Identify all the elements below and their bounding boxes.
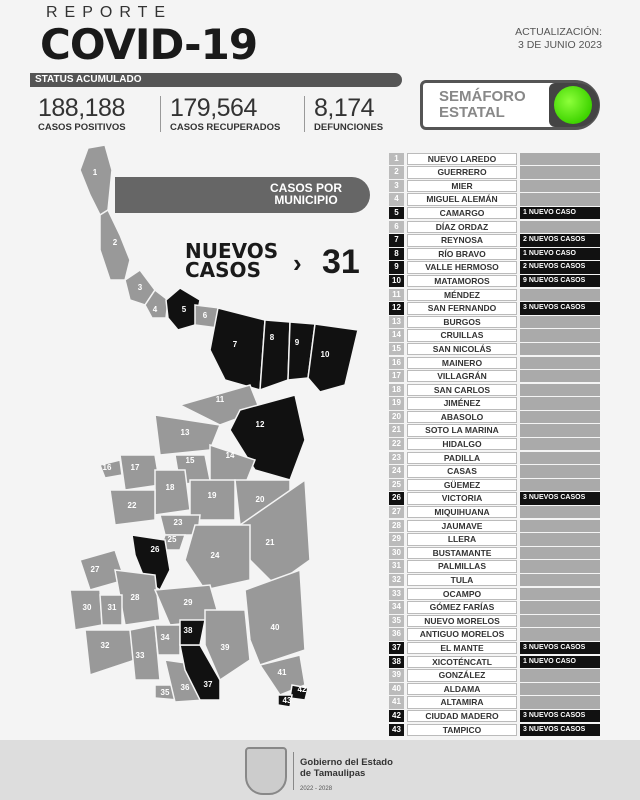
nuevos-casos-label (185, 239, 279, 282)
semaforo-label-2: ESTATAL (439, 104, 505, 121)
municipio-name: LLERA (407, 533, 517, 545)
table-row (389, 465, 601, 479)
table-row (389, 641, 601, 655)
municipio-cases (520, 574, 600, 586)
municipio-number: 41 (389, 696, 404, 708)
municipio-cases: 1 NUEVO CASO (520, 207, 600, 219)
municipio-10 (308, 324, 358, 392)
municipio-cases (520, 696, 600, 708)
update-info (515, 26, 602, 52)
municipio-cases (520, 397, 600, 409)
municipio-number: 23 (389, 452, 404, 464)
table-row (389, 573, 601, 587)
municipio-name: EL MANTE (407, 642, 517, 654)
municipio-number: 32 (389, 574, 404, 586)
table-row (389, 614, 601, 628)
map-label-33: 33 (135, 651, 145, 660)
table-row (389, 655, 601, 669)
municipio-name: CAMARGO (407, 207, 517, 219)
table-row (389, 342, 601, 356)
municipio-number: 14 (389, 329, 404, 341)
municipio-cases (520, 411, 600, 423)
municipio-number: 36 (389, 628, 404, 640)
municipio-name: NUEVO MORELOS (407, 615, 517, 627)
municipio-cases: 3 NUEVOS CASOS (520, 302, 600, 314)
tamaulipas-map (60, 140, 370, 715)
municipio-cases (520, 370, 600, 382)
map-label-31: 31 (107, 603, 117, 612)
municipio-cases (520, 560, 600, 572)
municipio-number: 31 (389, 560, 404, 572)
map-label-18: 18 (165, 483, 175, 492)
footer (0, 740, 640, 800)
municipio-name: TULA (407, 574, 517, 586)
municipio-number: 42 (389, 710, 404, 722)
map-label-36: 36 (180, 683, 190, 692)
municipio-number: 4 (389, 193, 404, 205)
municipio-name: BURGOS (407, 316, 517, 328)
municipio-number: 1 (389, 153, 404, 165)
semaforo-label (439, 89, 526, 121)
municipio-cases: 2 NUEVOS CASOS (520, 234, 600, 246)
municipio-number: 8 (389, 248, 404, 260)
municipio-cases: 2 NUEVOS CASOS (520, 261, 600, 273)
map-label-34: 34 (160, 633, 170, 642)
municipio-number: 10 (389, 275, 404, 287)
municipio-number: 40 (389, 683, 404, 695)
table-row (389, 505, 601, 519)
map-label-17: 17 (130, 463, 140, 472)
municipio-name: CRUILLAS (407, 329, 517, 341)
stat-recuperados (170, 94, 280, 133)
municipio-number: 30 (389, 547, 404, 559)
nuevos-line-2: CASOS (185, 258, 261, 282)
map-label-22: 22 (127, 501, 137, 510)
municipio-cases (520, 506, 600, 518)
municipio-number: 11 (389, 289, 404, 301)
municipio-cases (520, 683, 600, 695)
map-label-37: 37 (203, 680, 213, 689)
table-row (389, 152, 601, 166)
banner-line-1: CASOS POR (269, 181, 342, 195)
municipio-name: BUSTAMANTE (407, 547, 517, 559)
municipio-cases (520, 180, 600, 192)
nuevos-casos-count: 31 (322, 243, 360, 281)
map-label-26: 26 (150, 545, 160, 554)
map-label-15: 15 (185, 456, 195, 465)
map-label-10: 10 (320, 350, 330, 359)
status-title: STATUS ACUMULADO (30, 73, 402, 87)
table-row (389, 519, 601, 533)
table-row (389, 179, 601, 193)
map-label-1: 1 (92, 168, 98, 177)
municipio-1 (80, 145, 112, 215)
stat-value: 8,174 (314, 94, 375, 122)
table-row (389, 696, 601, 710)
page-title: COVID-19 (40, 20, 258, 69)
table-row (389, 410, 601, 424)
municipio-17 (120, 455, 160, 490)
municipio-cases (520, 520, 600, 532)
municipio-name: JIMÉNEZ (407, 397, 517, 409)
municipio-number: 13 (389, 316, 404, 328)
municipio-cases (520, 166, 600, 178)
municipio-name: RÍO BRAVO (407, 248, 517, 260)
table-row (389, 492, 601, 506)
map-label-39: 39 (220, 643, 230, 652)
municipio-number: 6 (389, 221, 404, 233)
map-label-29: 29 (183, 598, 193, 607)
gov-years: 2022 - 2028 (300, 786, 333, 792)
municipio-number: 17 (389, 370, 404, 382)
municipio-name: PALMILLAS (407, 560, 517, 572)
municipio-name: JAUMAVE (407, 520, 517, 532)
gov-line-2: de Tamaulipas (300, 768, 366, 779)
chevron-right-icon: › (293, 248, 302, 278)
municipio-cases (520, 193, 600, 205)
municipio-cases: 3 NUEVOS CASOS (520, 642, 600, 654)
municipio-cases (520, 601, 600, 613)
municipio-name: XICOTÉNCATL (407, 656, 517, 668)
municipio-cases: 1 NUEVO CASO (520, 248, 600, 260)
municipio-number: 27 (389, 506, 404, 518)
municipio-cases (520, 424, 600, 436)
municipio-cases: 3 NUEVOS CASOS (520, 710, 600, 722)
table-row (389, 315, 601, 329)
table-row (389, 302, 601, 316)
map-label-25: 25 (167, 535, 177, 544)
table-row (389, 397, 601, 411)
municipio-cases: 1 NUEVO CASO (520, 656, 600, 668)
municipio-cases: 3 NUEVOS CASOS (520, 724, 600, 736)
table-row (389, 478, 601, 492)
map-label-23: 23 (173, 518, 183, 527)
municipio-8 (260, 320, 290, 390)
traffic-light-icon (549, 83, 599, 127)
municipio-name: REYNOSA (407, 234, 517, 246)
municipio-number: 9 (389, 261, 404, 273)
municipio-name: ALTAMIRA (407, 696, 517, 708)
map-label-43: 43 (282, 696, 292, 705)
stat-label: CASOS RECUPERADOS (170, 122, 281, 133)
map-label-7: 7 (232, 340, 238, 349)
casos-por-municipio-banner (115, 177, 370, 213)
municipio-number: 7 (389, 234, 404, 246)
municipio-cases (520, 669, 600, 681)
update-date: 3 DE JUNIO 2023 (517, 39, 602, 51)
map-label-41: 41 (277, 668, 287, 677)
gov-line-1: Gobierno del Estado (300, 757, 393, 768)
map-label-8: 8 (269, 333, 275, 342)
table-row (389, 682, 601, 696)
municipio-name: SAN CARLOS (407, 384, 517, 396)
map-label-27: 27 (90, 565, 100, 574)
table-row (389, 274, 601, 288)
municipio-cases (520, 628, 600, 640)
municipio-name: GÓMEZ FARÍAS (407, 601, 517, 613)
municipio-name: MAINERO (407, 357, 517, 369)
table-row (389, 166, 601, 180)
municipio-number: 5 (389, 207, 404, 219)
map-label-35: 35 (160, 688, 170, 697)
table-row (389, 261, 601, 275)
municipio-number: 39 (389, 669, 404, 681)
municipio-number: 22 (389, 438, 404, 450)
municipio-number: 12 (389, 302, 404, 314)
map-label-19: 19 (207, 491, 217, 500)
table-row (389, 193, 601, 207)
municipio-name: SOTO LA MARINA (407, 424, 517, 436)
municipio-name: DÍAZ ORDAZ (407, 221, 517, 233)
stat-defunciones (314, 94, 383, 133)
map-label-12: 12 (255, 420, 265, 429)
nuevos-line-1: NUEVOS (185, 239, 279, 263)
table-row (389, 601, 601, 615)
map-label-11: 11 (215, 395, 225, 404)
table-row (389, 220, 601, 234)
municipio-name: ABASOLO (407, 411, 517, 423)
semaforo-panel (420, 80, 600, 130)
table-row (389, 587, 601, 601)
map-label-5: 5 (181, 305, 187, 314)
banner-line-2: MUNICIPIO (274, 193, 338, 207)
municipio-number: 2 (389, 166, 404, 178)
municipio-cases: 9 NUEVOS CASOS (520, 275, 600, 287)
municipio-32 (85, 630, 135, 675)
map-label-28: 28 (130, 593, 140, 602)
map-label-6: 6 (202, 311, 208, 320)
update-label: ACTUALIZACIÓN: (515, 26, 602, 38)
municipio-number: 37 (389, 642, 404, 654)
map-label-13: 13 (180, 428, 190, 437)
semaforo-label-1: SEMÁFORO (439, 88, 526, 105)
municipio-name: SAN FERNANDO (407, 302, 517, 314)
municipio-cases (520, 588, 600, 600)
municipio-name: VILLAGRÁN (407, 370, 517, 382)
municipio-name: MATAMOROS (407, 275, 517, 287)
table-row (389, 669, 601, 683)
table-row (389, 247, 601, 261)
municipio-number: 29 (389, 533, 404, 545)
municipio-cases (520, 547, 600, 559)
municipio-cases (520, 153, 600, 165)
table-row (389, 288, 601, 302)
municipio-name: GÜEMEZ (407, 479, 517, 491)
municipios-table (389, 152, 601, 737)
municipio-cases (520, 343, 600, 355)
municipio-number: 25 (389, 479, 404, 491)
municipio-number: 38 (389, 656, 404, 668)
municipio-number: 21 (389, 424, 404, 436)
gov-name (300, 757, 393, 779)
table-row (389, 424, 601, 438)
municipio-cases (520, 615, 600, 627)
municipio-number: 20 (389, 411, 404, 423)
municipio-name: GONZÁLEZ (407, 669, 517, 681)
municipio-name: VALLE HERMOSO (407, 261, 517, 273)
municipio-number: 19 (389, 397, 404, 409)
municipio-name: MÉNDEZ (407, 289, 517, 301)
municipio-40 (245, 570, 305, 665)
map-label-20: 20 (255, 495, 265, 504)
table-row (389, 546, 601, 560)
map-label-42: 42 (297, 685, 307, 694)
municipio-name: MIQUIHUANA (407, 506, 517, 518)
municipio-7 (210, 308, 265, 390)
map-label-4: 4 (152, 305, 158, 314)
municipio-19 (190, 480, 235, 520)
municipio-number: 35 (389, 615, 404, 627)
table-row (389, 329, 601, 343)
municipio-number: 15 (389, 343, 404, 355)
map-label-21: 21 (265, 538, 275, 547)
municipio-name: NUEVO LAREDO (407, 153, 517, 165)
table-row (389, 356, 601, 370)
table-row (389, 709, 601, 723)
footer-divider (293, 752, 294, 790)
municipio-cases (520, 479, 600, 491)
municipio-cases (520, 316, 600, 328)
municipio-name: CIUDAD MADERO (407, 710, 517, 722)
header-kicker: REPORTE (46, 4, 173, 21)
map-label-14: 14 (225, 451, 235, 460)
map-label-38: 38 (183, 626, 193, 635)
municipio-cases (520, 357, 600, 369)
municipio-name: MIER (407, 180, 517, 192)
municipio-name: ALDAMA (407, 683, 517, 695)
municipio-number: 43 (389, 724, 404, 736)
map-label-16: 16 (102, 463, 112, 472)
table-row (389, 533, 601, 547)
municipio-name: TAMPICO (407, 724, 517, 736)
municipio-cases (520, 289, 600, 301)
municipio-name: MIGUEL ALEMÁN (407, 193, 517, 205)
map-label-30: 30 (82, 603, 92, 612)
stat-label: CASOS POSITIVOS (38, 122, 126, 133)
stat-label: DEFUNCIONES (314, 122, 384, 133)
stat-value: 188,188 (38, 94, 125, 122)
municipio-number: 3 (389, 180, 404, 192)
map-label-2: 2 (112, 238, 118, 247)
table-row (389, 451, 601, 465)
map-label-3: 3 (137, 283, 143, 292)
map-label-24: 24 (210, 551, 220, 560)
table-row (389, 437, 601, 451)
municipio-number: 18 (389, 384, 404, 396)
divider (304, 96, 305, 132)
table-row (389, 628, 601, 642)
divider (160, 96, 161, 132)
municipio-cases (520, 384, 600, 396)
municipio-name: GUERRERO (407, 166, 517, 178)
municipio-cases (520, 465, 600, 477)
municipio-name: HIDALGO (407, 438, 517, 450)
municipio-name: ANTIGUO MORELOS (407, 628, 517, 640)
municipio-number: 28 (389, 520, 404, 532)
table-row (389, 234, 601, 248)
stat-value: 179,564 (170, 94, 257, 122)
municipio-cases (520, 221, 600, 233)
map-label-32: 32 (100, 641, 110, 650)
municipio-number: 26 (389, 492, 404, 504)
municipio-cases (520, 329, 600, 341)
municipio-cases: 3 NUEVOS CASOS (520, 492, 600, 504)
municipio-name: VICTORIA (407, 492, 517, 504)
state-seal-icon (245, 747, 287, 795)
municipio-number: 24 (389, 465, 404, 477)
banner-text (270, 182, 342, 206)
table-row (389, 206, 601, 220)
map-label-40: 40 (270, 623, 280, 632)
table-row (389, 723, 601, 737)
municipio-name: OCAMPO (407, 588, 517, 600)
municipio-name: PADILLA (407, 452, 517, 464)
municipio-number: 16 (389, 357, 404, 369)
municipio-cases (520, 452, 600, 464)
municipio-number: 34 (389, 601, 404, 613)
table-row (389, 383, 601, 397)
table-row (389, 370, 601, 384)
municipio-cases (520, 533, 600, 545)
map-label-9: 9 (294, 338, 300, 347)
municipio-18 (155, 470, 190, 515)
municipio-name: SAN NICOLÁS (407, 343, 517, 355)
municipio-cases (520, 438, 600, 450)
stat-positivos (38, 94, 126, 133)
municipio-number: 33 (389, 588, 404, 600)
municipio-name: CASAS (407, 465, 517, 477)
table-row (389, 560, 601, 574)
